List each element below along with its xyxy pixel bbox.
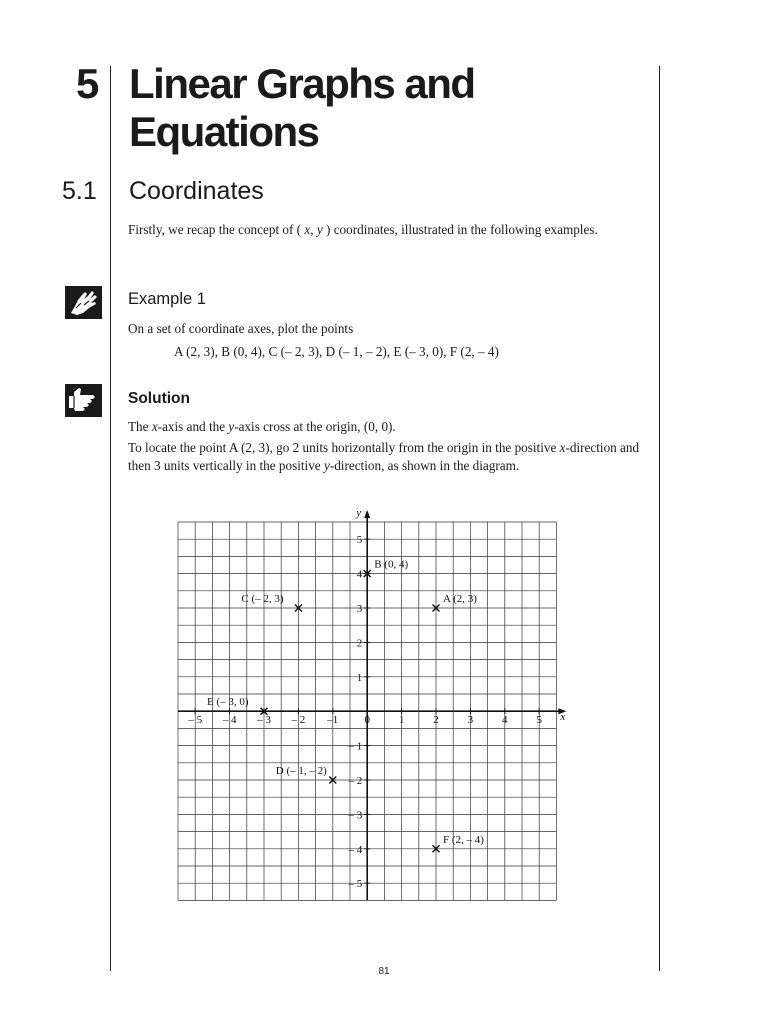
sol-p1-text-c: -axis cross at the origin, (0, 0). bbox=[234, 419, 396, 434]
x-tick-label: –1 bbox=[327, 714, 339, 727]
sol-p1-x-var: x bbox=[151, 419, 158, 434]
point-label-D: D (– 1, – 2) bbox=[275, 765, 327, 777]
point-label-A: A (2, 3) bbox=[443, 593, 477, 605]
x-tick-label: 1 bbox=[398, 714, 405, 727]
chapter-title-line-2: Equations bbox=[129, 108, 319, 155]
sol-p1-text-b: -axis and the bbox=[157, 419, 229, 434]
y-axis-arrow bbox=[364, 510, 370, 518]
x-tick-label: 2 bbox=[433, 714, 439, 727]
section-title: Coordinates bbox=[129, 177, 264, 205]
coordinate-grid-chart bbox=[168, 506, 608, 908]
sol-p2-x-var: x bbox=[559, 440, 566, 455]
hand-pointing-icon bbox=[65, 286, 102, 319]
sol-p2-text-b: -direction and then 3 units vertically in the positive bbox=[128, 440, 640, 473]
section-number: 5.1 bbox=[62, 177, 97, 205]
solution-paragraph-1 bbox=[128, 418, 648, 436]
intro-text-1: Firstly, we recap the concept of ( bbox=[128, 222, 305, 237]
x-tick-label: – 2 bbox=[291, 714, 306, 727]
x-tick-label: 5 bbox=[536, 714, 542, 727]
y-tick-label: 2 bbox=[356, 637, 363, 650]
x-axis-label: x bbox=[560, 711, 566, 724]
solution-title: Solution bbox=[128, 390, 190, 407]
x-tick-label: 3 bbox=[467, 714, 474, 727]
intro-comma: , bbox=[310, 222, 317, 237]
intro-paragraph bbox=[128, 221, 648, 239]
sol-p2-text-c: -direction, as shown in the diagram. bbox=[329, 458, 520, 473]
y-tick-label: 5 bbox=[356, 534, 363, 547]
right-margin-rule bbox=[659, 66, 660, 971]
intro-text-2: ) coordinates, illustrated in the following examples. bbox=[322, 222, 598, 237]
point-label-B: B (0, 4) bbox=[374, 558, 409, 571]
intro-y-var: y bbox=[316, 222, 323, 237]
y-tick-label: – 2 bbox=[348, 775, 363, 787]
y-tick-label: 3 bbox=[356, 603, 363, 615]
y-tick-label: 1 bbox=[356, 671, 363, 684]
x-tick-label: 4 bbox=[502, 714, 508, 727]
y-tick-label: – 3 bbox=[348, 809, 363, 822]
x-tick-label: – 5 bbox=[188, 714, 203, 727]
page-number: 81 bbox=[378, 966, 390, 977]
y-tick-label: 4 bbox=[356, 568, 363, 581]
y-tick-label: – 1 bbox=[348, 740, 363, 753]
hand-thumb-icon bbox=[65, 384, 102, 417]
intro-x-var: x bbox=[304, 222, 311, 237]
x-tick-label: 0 bbox=[364, 714, 370, 727]
sol-p1-text-a: The bbox=[128, 419, 152, 434]
sol-p2-y-var: y bbox=[323, 458, 330, 473]
sol-p2-text-a: To locate the point A (2, 3), go 2 units horizontally from the origin in the positive bbox=[128, 440, 560, 455]
chapter-title-line-1: Linear Graphs and bbox=[129, 60, 475, 107]
solution-paragraph-2 bbox=[128, 439, 648, 475]
x-tick-label: – 3 bbox=[257, 714, 271, 727]
point-label-C: C (– 2, 3) bbox=[241, 593, 284, 605]
left-margin-rule bbox=[110, 66, 111, 971]
example-points-list: A (2, 3), B (0, 4), C (– 2, 3), D (– 1, – 2), E (– 3, 0), F (2, – 4) bbox=[174, 344, 499, 359]
y-tick-label: – 5 bbox=[348, 878, 363, 891]
example-title: Example 1 bbox=[128, 290, 206, 308]
chapter-number: 5 bbox=[76, 60, 99, 107]
point-label-E: E (– 3, 0) bbox=[207, 696, 249, 709]
x-tick-label: – 4 bbox=[222, 714, 237, 727]
point-label-F: F (2, – 4) bbox=[443, 833, 484, 846]
y-tick-label: – 4 bbox=[348, 843, 363, 856]
sol-p1-y-var: y bbox=[228, 419, 235, 434]
example-prompt: On a set of coordinate axes, plot the points bbox=[128, 321, 354, 336]
y-axis-label: y bbox=[356, 507, 362, 519]
chapter-title bbox=[129, 60, 649, 156]
